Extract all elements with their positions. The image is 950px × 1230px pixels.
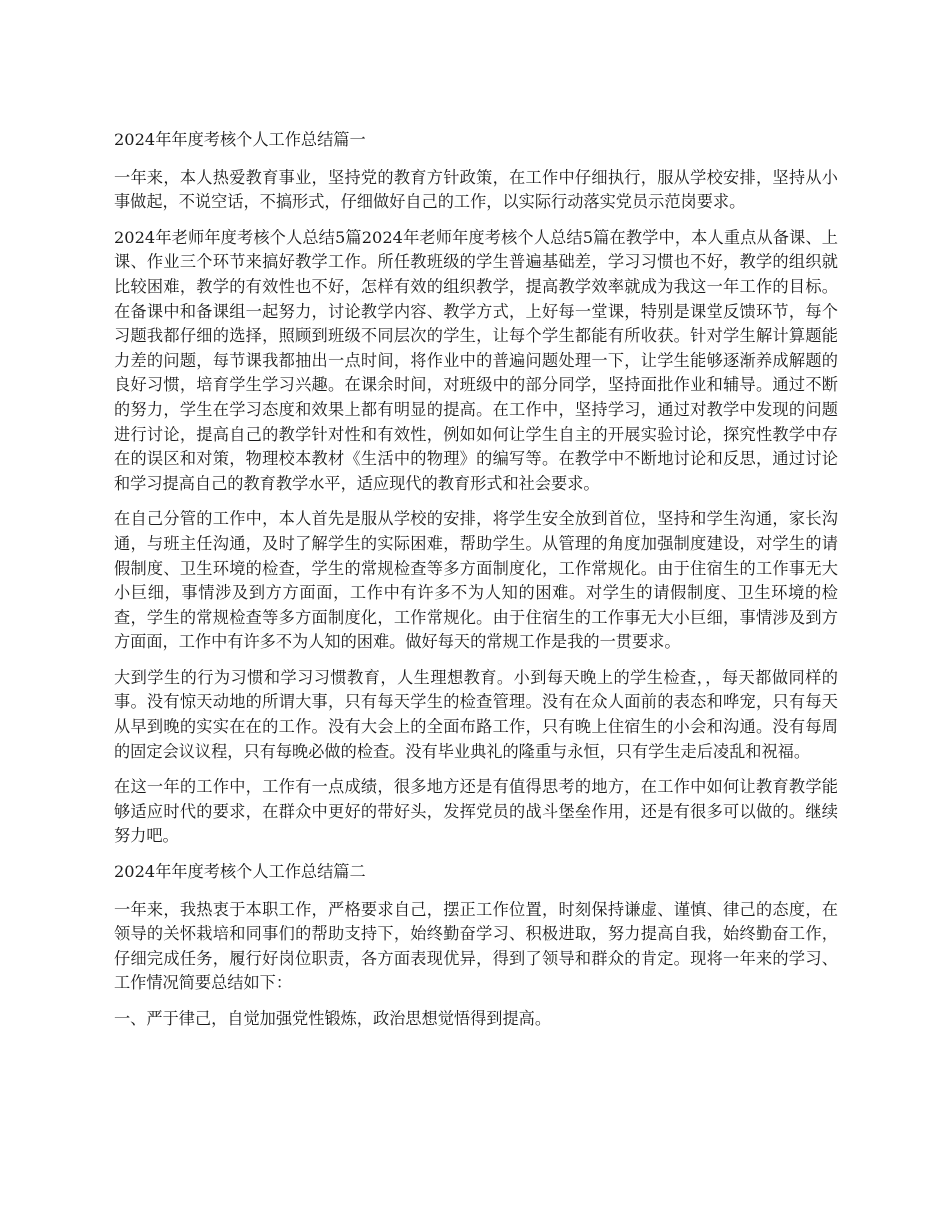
section-heading-1: 2024年年度考核个人工作总结篇一 [114, 130, 366, 149]
paragraph-3: 在自己分管的工作中，本人首先是服从学校的安排，将学生安全放到首位，坚持和学生沟通，家长沟通，与班主任沟通，及时了解学生的实际困难，帮助学生。从管理的角度加强制度建设，对学生的请假制度、卫生环境的检查，学生的常规检查等多方面制度化，工作常规化。由于住宿生的工作事无大小巨细，事情涉及到方方面面，工作中有许多不为人知的困难。对学生的请假制度、卫生环境的检查，学生的常规检查等多方面制度化，工作常规化。由于住宿生的工作事无大小巨细，事情涉及到方方面面，工作中有许多不为人知的困难。做好每天的常规工作是我的一贯要求。 [114, 509, 838, 652]
paragraph-2: 2024年老师年度考核个人总结5篇2024年老师年度考核个人总结5篇在教学中，本人重点从备课、上课、作业三个环节来搞好教学工作。所任教班级的学生普遍基础差，学习习惯也不好，教学的组织就比较困难，教学的有效性也不好，怎样有效的组织教学，提高教学效率就成为我这一年工作的目标。在备课中和备课组一起努力，讨论教学内容、教学方式，上好每一堂课，特别是课堂反馈环节，每个习题我都仔细的选择，照顾到班级不同层次的学生，让每个学生都能有所收获。针对学生解计算题能力差的问题，每节课我都抽出一点时间，将作业中的普遍问题处理一下，让学生能够逐渐养成解题的良好习惯，培育学生学习兴趣。在课余时间，对班级中的部分同学，坚持面批作业和辅导。通过不断的努力，学生在学习态度和效果上都有明显的提高。在工作中，坚持学习，通过对教学中发现的问题进行讨论，提高自己的教学针对性和有效性，例如如何让学生自主的开展实验讨论，探究性教学中存在的误区和对策，物理校本教材《生活中的物理》的编写等。在教学中不断地讨论和反思，通过讨论和学习提高自己的教育教学水平，适应现代的教育形式和社会要求。 [114, 227, 838, 493]
paragraph-7: 一、严于律己，自觉加强党性锻炼，政治思想觉悟得到提高。 [114, 1009, 552, 1028]
paragraph-4: 大到学生的行为习惯和学习习惯教育，人生理想教育。小到每天晚上的学生检查，，每天都做同样的事。没有惊天动地的所谓大事，只有每天学生的检查管理。没有在众人面前的表态和哗宠，只有每天从早到晚的实实在在的工作。没有大会上的全面布路工作，只有晚上住宿生的小会和沟通。没有每周的固定会议议程，只有每晚必做的检查。没有毕业典礼的隆重与永恒，只有学生走后凌乱和祝福。 [114, 667, 838, 761]
paragraph-1: 一年来，本人热爱教育事业，坚持党的教育方针政策，在工作中仔细执行，服从学校安排，坚持从小事做起，不说空话，不搞形式，仔细做好自己的工作，以实际行动落实党员示范岗要求。 [114, 167, 838, 212]
section-heading-2: 2024年年度考核个人工作总结篇二 [114, 862, 366, 882]
document-body [114, 118, 838, 1043]
paragraph-6: 一年来，我热衷于本职工作，严格要求自己，摆正工作位置，时刻保持谦虚、谨慎、律己的态度，在领导的关怀栽培和同事们的帮助支持下，始终勤奋学习、积极进取，努力提高自我，始终勤奋工作，仔细完成任务，履行好岗位职责，各方面表现优异，得到了领导和群众的肯定。现将一年来的学习、工作情况简要总结如下： [114, 899, 838, 993]
paragraph-5: 在这一年的工作中，工作有一点成绩，很多地方还是有值得思考的地方，在工作中如何让教育教学能够适应时代的要求，在群众中更好的带好头，发挥党员的战斗堡垒作用，还是有很多可以做的。继续努力吧。 [114, 777, 838, 846]
